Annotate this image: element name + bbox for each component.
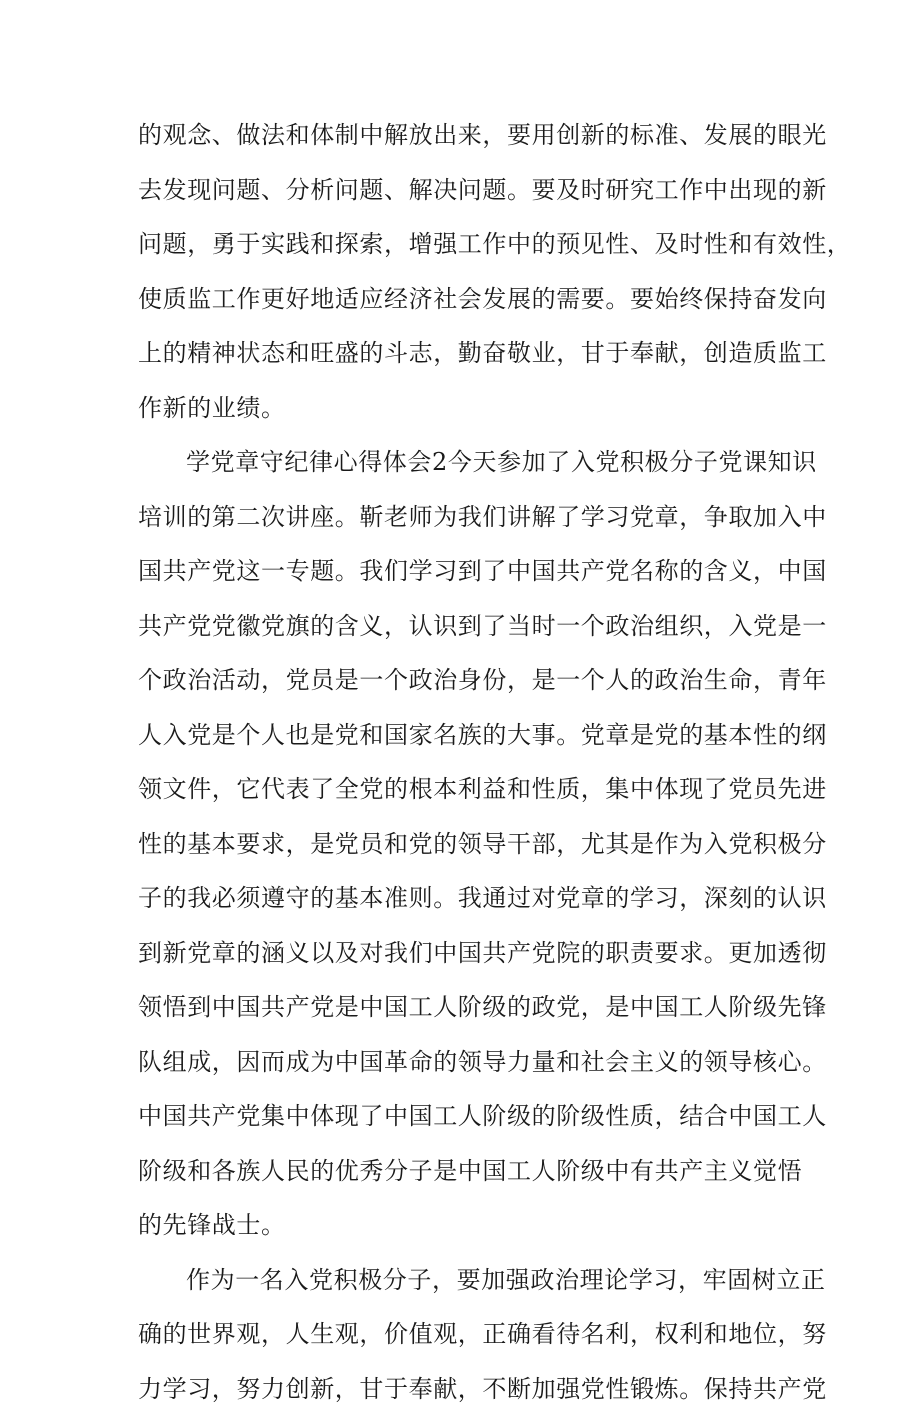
text-line: 领悟到中国共产党是中国工人阶级的政党，是中国工人阶级先锋 [138, 980, 798, 1035]
text-line: 力学习，努力创新，甘于奉献，不断加强党性锻炼。保持共产党 [138, 1362, 798, 1416]
text-line: 子的我必须遵守的基本准则。我通过对党章的学习，深刻的认识 [138, 871, 798, 926]
text-line: 作新的业绩。 [138, 381, 798, 436]
text-line: 上的精神状态和旺盛的斗志，勤奋敬业，甘于奉献，创造质监工 [138, 326, 798, 381]
text-line: 去发现问题、分析问题、解决问题。要及时研究工作中出现的新 [138, 163, 798, 218]
text-line: 培训的第二次讲座。靳老师为我们讲解了学习党章，争取加入中 [138, 490, 798, 545]
text-line: 中国共产党集中体现了中国工人阶级的阶级性质，结合中国工人 [138, 1089, 798, 1144]
paragraph [138, 435, 798, 1253]
text-line: 问题，勇于实践和探索，增强工作中的预见性、及时性和有效性， [138, 217, 798, 272]
text-line: 的观念、做法和体制中解放出来，要用创新的标准、发展的眼光 [138, 108, 798, 163]
text-line: 人入党是个人也是党和国家名族的大事。党章是党的基本性的纲 [138, 708, 798, 763]
text-line: 个政治活动，党员是一个政治身份，是一个人的政治生命，青年 [138, 653, 798, 708]
paragraph [138, 108, 798, 435]
text-line: 性的基本要求，是党员和党的领导干部，尤其是作为入党积极分 [138, 817, 798, 872]
document-body [138, 108, 798, 1416]
text-line: 共产党党徽党旗的含义，认识到了当时一个政治组织，入党是一 [138, 599, 798, 654]
text-line: 国共产党这一专题。我们学习到了中国共产党名称的含义，中国 [138, 544, 798, 599]
text-line: 到新党章的涵义以及对我们中国共产党院的职责要求。更加透彻 [138, 926, 798, 981]
text-line: 队组成，因而成为中国革命的领导力量和社会主义的领导核心。 [138, 1035, 798, 1090]
text-line: 领文件，它代表了全党的根本利益和性质，集中体现了党员先进 [138, 762, 798, 817]
text-line: 确的世界观，人生观，价值观，正确看待名利，权利和地位，努 [138, 1307, 798, 1362]
paragraph [138, 1253, 798, 1416]
text-line: 的先锋战士。 [138, 1198, 798, 1253]
text-line: 使质监工作更好地适应经济社会发展的需要。要始终保持奋发向 [138, 272, 798, 327]
text-line: 学党章守纪律心得体会2今天参加了入党积极分子党课知识 [138, 435, 798, 490]
text-line: 阶级和各族人民的优秀分子是中国工人阶级中有共产主义觉悟 [138, 1144, 798, 1199]
text-line: 作为一名入党积极分子，要加强政治理论学习，牢固树立正 [138, 1253, 798, 1308]
